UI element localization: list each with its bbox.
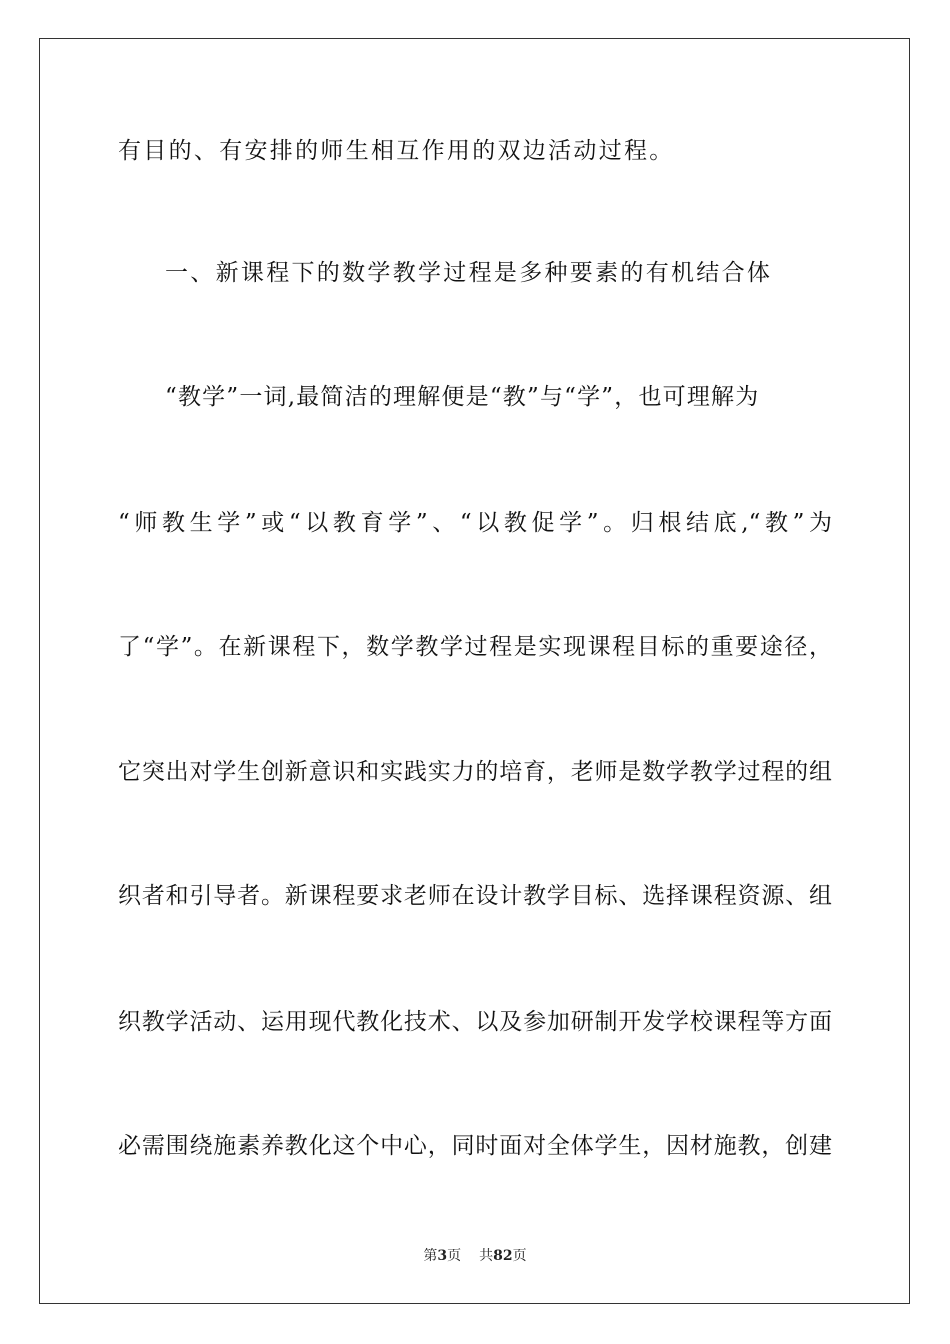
page-unit: 页 bbox=[447, 1248, 462, 1264]
paragraph-line: “教学”一词,最简洁的理解便是“教”与“学”，也可理解为 bbox=[165, 384, 760, 410]
paragraph-line: “师教生学”或“以教育学”、“以教促学”。归根结底,“教”为 bbox=[118, 510, 832, 536]
total-unit: 页 bbox=[512, 1248, 527, 1264]
paragraph-line: 必需围绕施素养教化这个中心，同时面对全体学生，因材施教，创建 bbox=[118, 1133, 832, 1159]
total-pages: 82 bbox=[493, 1248, 513, 1264]
paragraph-line: 它突出对学生创新意识和实践实力的培育，老师是数学教学过程的组 bbox=[118, 759, 832, 785]
paragraph-line: 了“学”。在新课程下，数学教学过程是实现课程目标的重要途径， bbox=[118, 634, 832, 660]
page-prefix: 第 bbox=[423, 1248, 438, 1264]
page-border bbox=[39, 38, 910, 1304]
total-prefix: 共 bbox=[479, 1248, 494, 1264]
page-footer bbox=[0, 1247, 950, 1265]
page-number: 3 bbox=[437, 1248, 448, 1264]
paragraph-line: 有目的、有安排的师生相互作用的双边活动过程。 bbox=[118, 138, 675, 164]
section-heading: 一、新课程下的数学教学过程是多种要素的有机结合体 bbox=[165, 260, 773, 286]
paragraph-line: 织者和引导者。新课程要求老师在设计教学目标、选择课程资源、组 bbox=[118, 883, 832, 909]
paragraph-line: 织教学活动、运用现代教化技术、以及参加研制开发学校课程等方面 bbox=[118, 1009, 832, 1035]
